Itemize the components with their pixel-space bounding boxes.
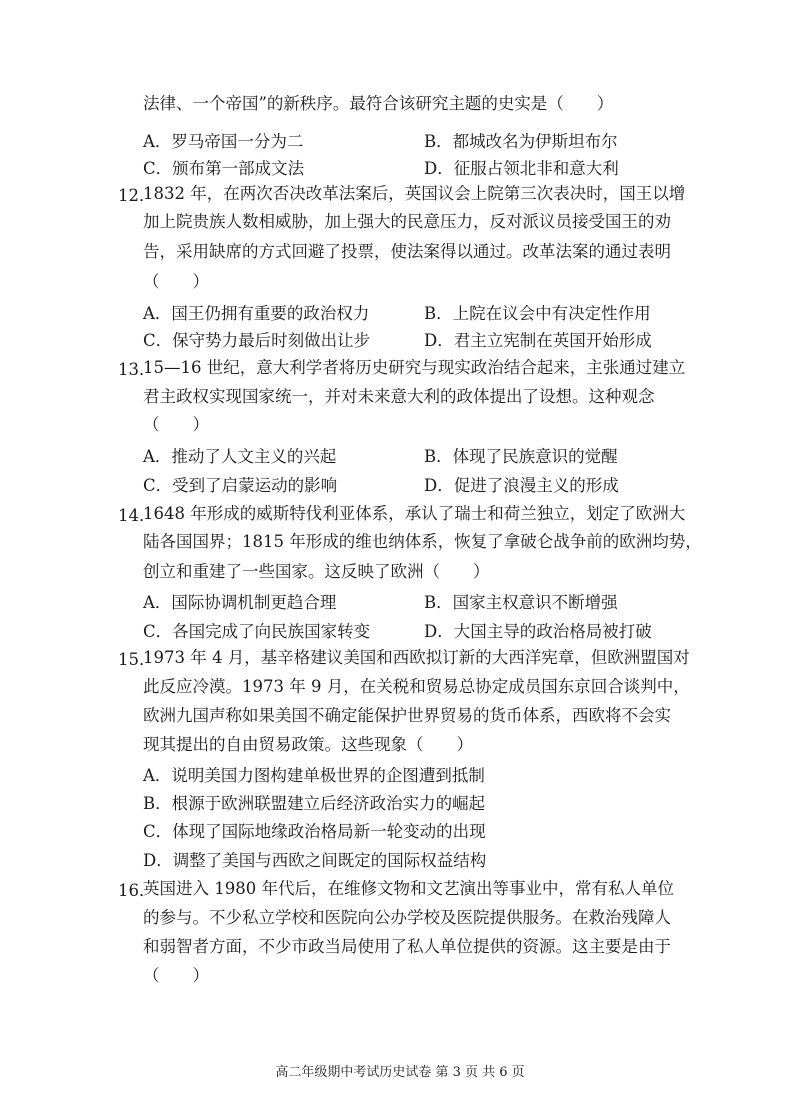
q13-answer-blank: （ ） [143,415,209,434]
q15-line-2: 此反应冷漠。1973 年 9 月，在关税和贸易总协定成员国东京回合谈判中， [143,677,690,696]
q11-option-b[interactable]: B．都城改名为伊斯坦布尔 [424,132,618,151]
q12-option-d[interactable]: D．君主立宪制在英国开始形成 [424,331,652,350]
q15-line-3: 欧洲九国声称如果美国不确定能保护世界贸易的货币体系，西欧将不会实 [143,706,671,725]
q12-option-c[interactable]: C．保守势力最后时刻做出让步 [143,331,371,350]
q11-option-d[interactable]: D．征服占领北非和意大利 [424,159,619,178]
q14-line-3: 创立和重建了一些国家。这反映了欧洲（ ） [143,562,490,581]
q16-answer-blank: （ ） [143,966,209,985]
q12-number: 12． [118,186,156,205]
q12-answer-blank: （ ） [143,272,209,291]
q13-line-2: 君主政权实现国家统一，并对未来意大利的政体提出了设想。这种观念 [143,387,655,406]
q11-option-c[interactable]: C．颁布第一部成文法 [143,159,305,178]
q12-option-a[interactable]: A．国王仍拥有重要的政治权力 [143,304,370,323]
q15-number: 15． [118,650,156,669]
q13-option-c[interactable]: C．受到了启蒙运动的影响 [143,476,338,495]
q15-line-1: 1973 年 4 月，基辛格建议美国和西欧拟订新的大西洋宪章，但欧洲盟国对 [143,648,690,667]
q12-line-1: 1832 年，在两次否决改革法案后，英国议会上院第三次表决时，国王以增 [143,184,686,203]
q14-line-2: 陆各国国界；1815 年形成的维也纳体系，恢复了拿破仑战争前的欧洲均势， [143,532,702,551]
q16-number: 16． [118,881,156,900]
q16-line-2: 的参与。不少私立学校和医院向公办学校及医院提供服务。在救治残障人 [143,908,671,927]
q15-option-b[interactable]: B．根源于欧洲联盟建立后经济政治实力的崛起 [143,794,486,813]
q14-option-b[interactable]: B．国家主权意识不断增强 [424,593,618,612]
q13-number: 13． [118,360,156,379]
q14-option-c[interactable]: C．各国完成了向民族国家转变 [143,622,371,641]
page-footer: 高二年级期中考试历史试卷 第 3 页 共 6 页 [275,1065,525,1080]
q11-option-a[interactable]: A．罗马帝国一分为二 [143,132,304,151]
q16-line-3: 和弱智者方面，不少市政当局使用了私人单位提供的资源。这主要是由于 [143,937,671,956]
q15-option-c[interactable]: C．体现了国际地缘政治格局新一轮变动的出现 [143,822,486,841]
q12-option-b[interactable]: B．上院在议会中有决定性作用 [424,304,651,323]
q14-option-d[interactable]: D．大国主导的政治格局被打破 [424,622,652,641]
q15-option-d[interactable]: D．调整了美国与西欧之间既定的国际权益结构 [143,851,487,870]
q14-number: 14． [118,506,156,525]
q12-line-3: 告，采用缺席的方式回避了投票，使法案得以通过。改革法案的通过表明 [143,242,671,261]
q13-option-d[interactable]: D．促进了浪漫主义的形成 [424,476,619,495]
q13-option-b[interactable]: B．体现了民族意识的觉醒 [424,447,618,466]
q14-line-1: 1648 年形成的威斯特伐利亚体系，承认了瑞士和荷兰独立，划定了欧洲大 [143,504,686,523]
q15-line-4: 现其提出的自由贸易政策。这些现象（ ） [143,735,473,754]
q15-option-a[interactable]: A．说明美国力图构建单极世界的企图遭到抵制 [143,766,485,785]
q13-line-1: 15—16 世纪，意大利学者将历史研究与现实政治结合起来，主张通过建立 [143,358,686,377]
q11-stem-tail: 法律、一个帝国”的新秩序。最符合该研究主题的史实是（ ） [143,94,614,113]
q16-line-1: 英国进入 1980 年代后，在维修文物和文艺演出等事业中，常有私人单位 [143,879,674,898]
q12-line-2: 加上院贵族人数相威胁，加上强大的民意压力，反对派议员接受国王的劝 [143,212,671,231]
q14-option-a[interactable]: A．国际协调机制更趋合理 [143,593,337,612]
q13-option-a[interactable]: A．推动了人文主义的兴起 [143,447,337,466]
